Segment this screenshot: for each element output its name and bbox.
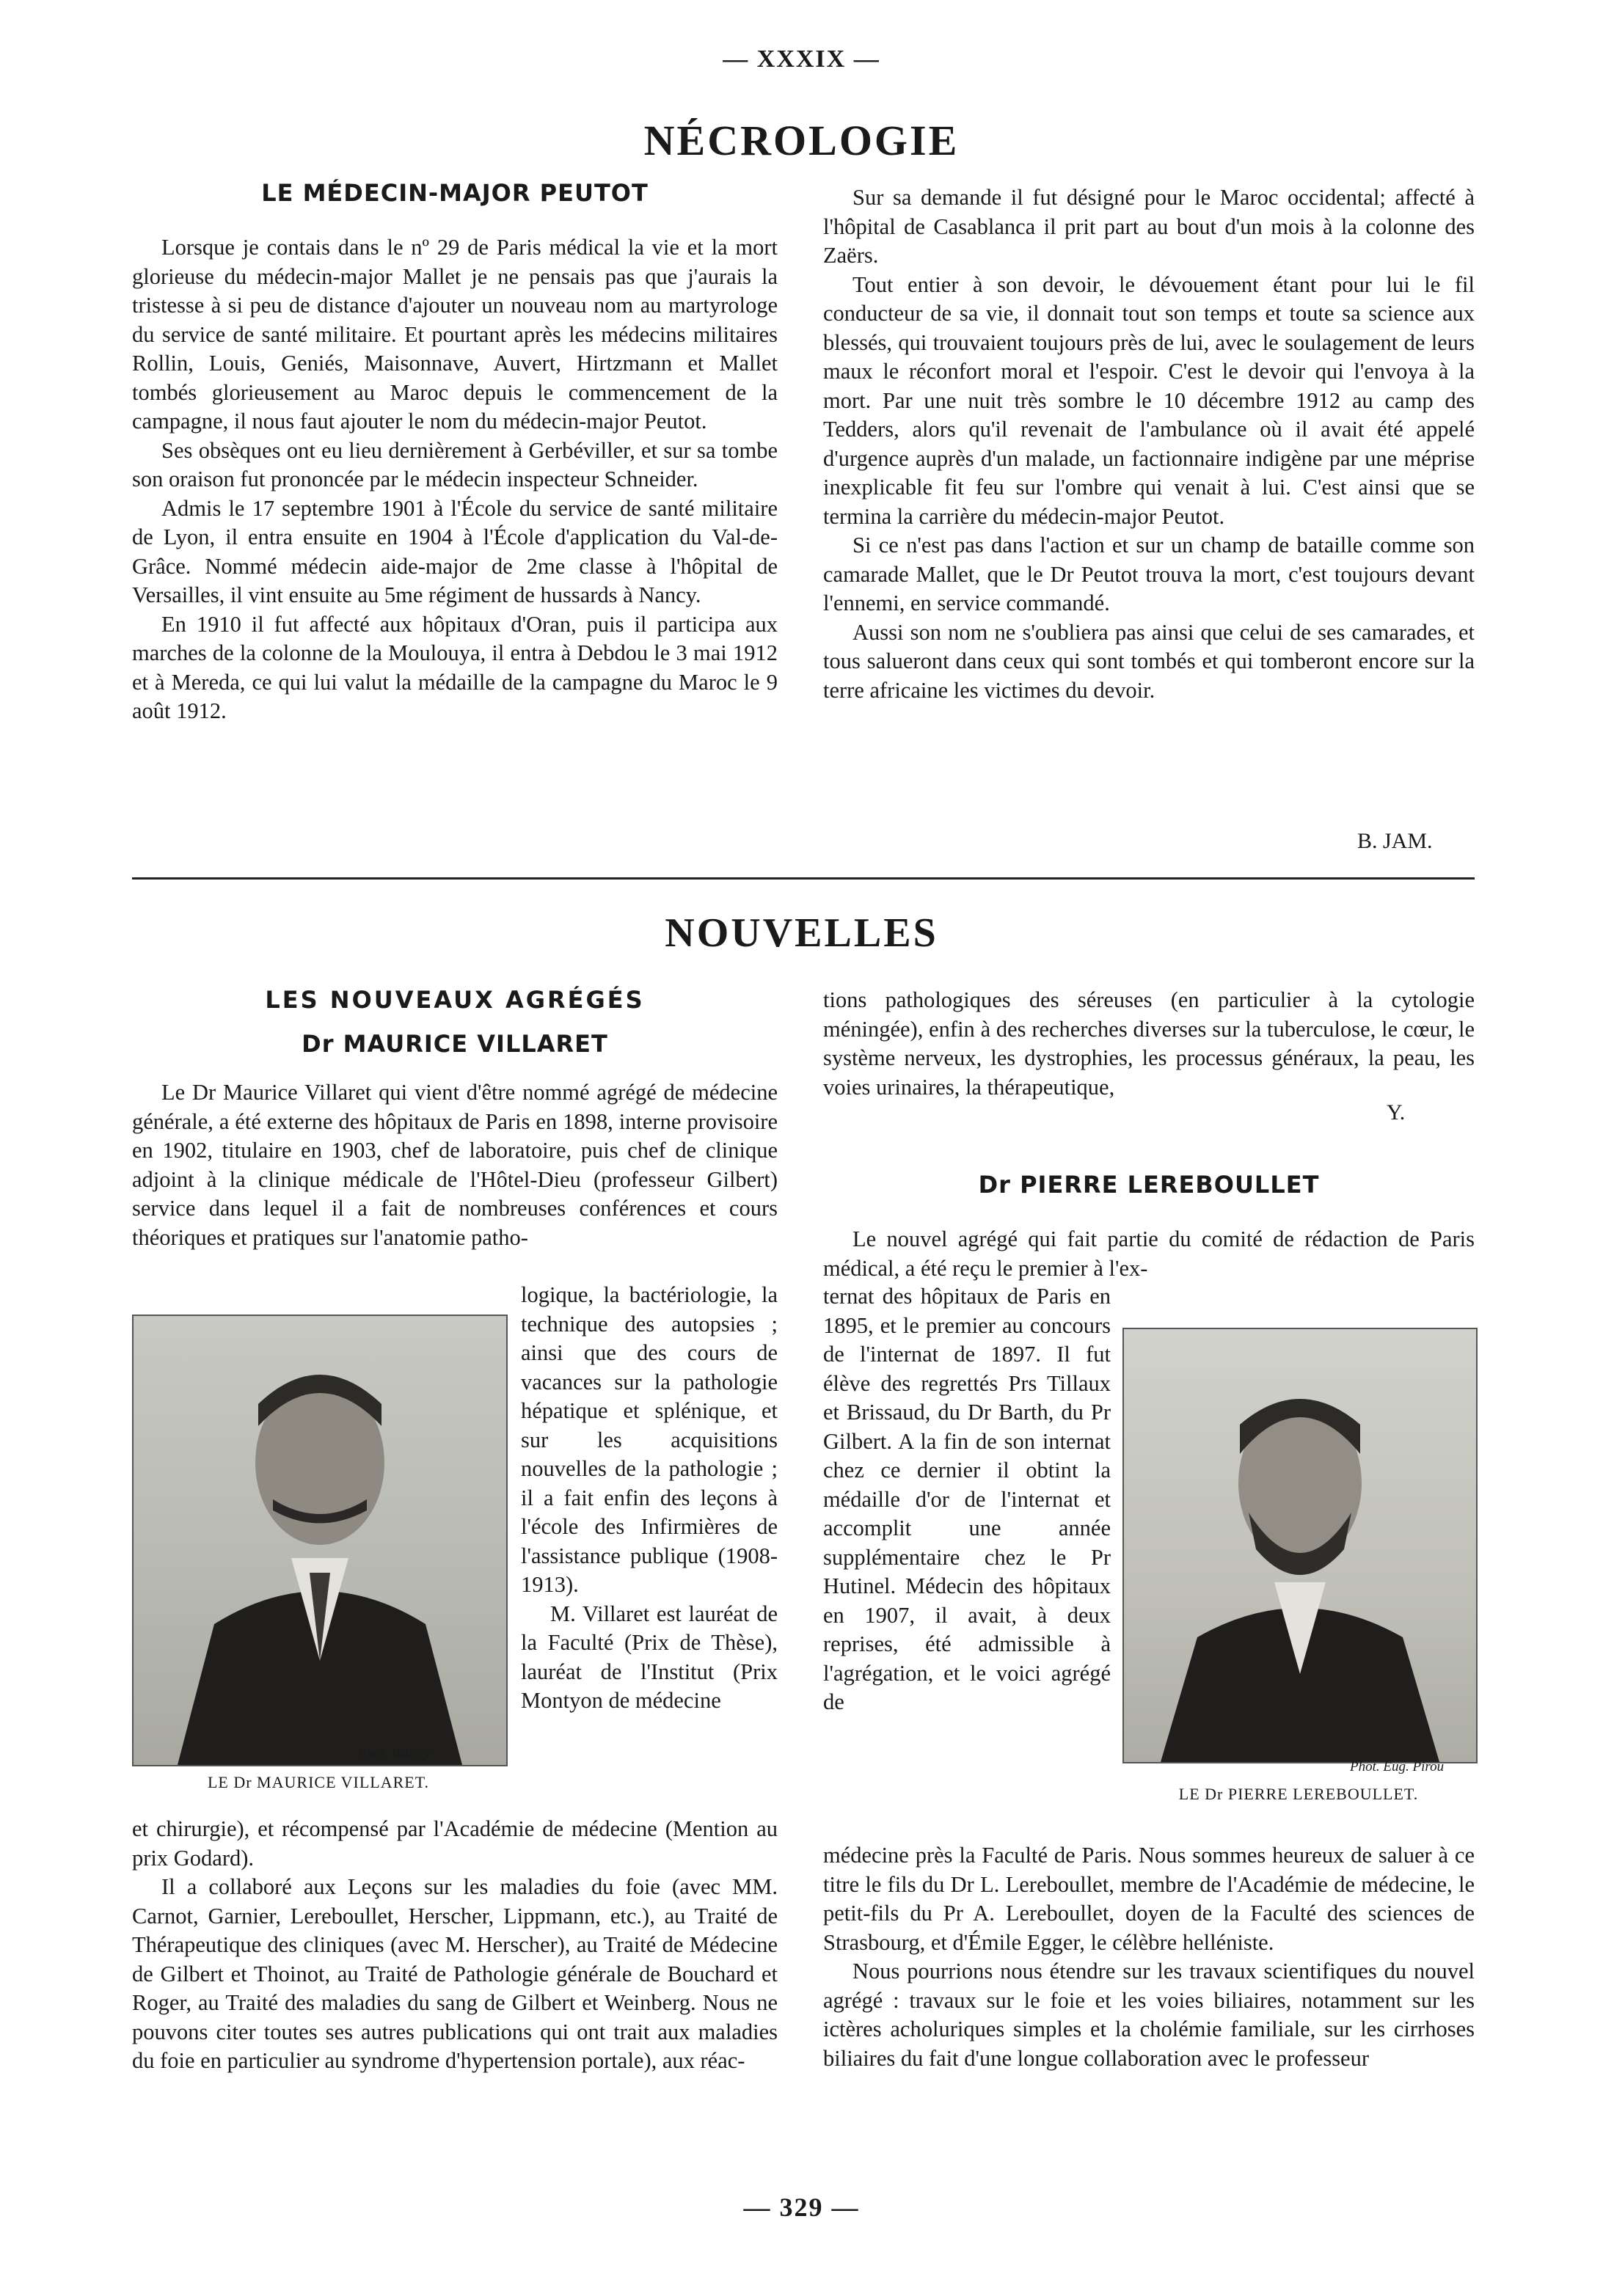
lereboullet-paragraph: Nous pourrions nous étendre sur les travaux scientifiques du nouvel agrégé : travaux sur le foie et les voies biliaires, notamment sur les ictères acholuriques simples et la cholémie familiale, sur les cirrhoses biliaires du fait d'une longue collaboration avec le professeur [823,1959,1475,2071]
villaret-portrait-photo [132,1315,508,1766]
villaret-paragraph: tions pathologiques des séreuses (en particulier à la cytologie méningée), enfin à des recherches diverses sur la tuberculose, le cœur, le système nerveux, les dystrophies, les processus généraux, la peau, les voies urinaires, la thérapeutique, [823,987,1475,1100]
necrologie-signature: B. JAM. [1357,829,1433,853]
lereboullet-paragraph: médecine près la Faculté de Paris. Nous sommes heureux de saluer à ce titre le fils du Dr L. Lereboullet, membre de l'Académie de médecine, le petit-fils du Pr A. Lereboullet, doyen de la Faculté des sciences de Strasbourg, et d'Émile Egger, le célèbre helléniste. [823,1843,1475,1955]
lereboullet-narrow-column [823,1282,1111,1717]
portrait-silhouette-icon [1124,1329,1476,1762]
necrologie-paragraph: Sur sa demande il fut désigné pour le Maroc occidental; affecté à l'hôpital de Casablanca il prit part au bout d'un mois à la colonne des Zaërs. [823,185,1475,268]
villaret-photo-credit: Phot. Walery. [358,1746,434,1761]
lereboullet-paragraph: Le nouvel agrégé qui fait partie du comité de rédaction de Paris médical, a été reçu le premier à l'ex- [823,1226,1475,1281]
lereboullet-lower-column [823,1841,1475,2073]
necrologie-paragraph: En 1910 il fut affecté aux hôpitaux d'Oran, puis il participa aux marches de la colonne de la Moulouya, il entra à Debdou le 3 mai 1912 et à Mereda, ce qui lui valut la médaille de la campagne du Maroc le 9 août 1912. [132,611,778,723]
villaret-lower-column [132,1815,778,2076]
villaret-paragraph: et chirurgie), et récompensé par l'Académie de médecine (Mention au prix Godard). [132,1816,778,1871]
nouvelles-section-title: NOUVELLES [665,910,938,956]
villaret-narrow-column [521,1281,778,1716]
page-number: — 329 — [743,2193,860,2222]
lereboullet-paragraph: ternat des hôpitaux de Paris en 1895, et le premier au concours de l'internat de 1897. Il fut élève des regrettés Prs Tillaux et Brissaud, du Dr Barth, du Pr Gilbert. A la fin de son internat chez ce dernier il obtint la médaille d'or de l'internat et accomplit une année supplémentaire chez le Pr Hutinel. Médecin des hôpitaux en 1907, il avait, à deux reprises, été admissible à l'agrégation, et le voici agrégé de [823,1284,1111,1714]
section-divider [132,877,1475,880]
villaret-paragraph: Il a collaboré aux Leçons sur les maladies du foie (avec MM. Carnot, Garnier, Lereboullet, Herscher, Lippmann, etc.), au Traité de Thérapeutique des cliniques (avec M. Herscher), au Traité de Médecine de Gilbert et Thoinot, au Traité de Pathologie générale de Bouchard et Roger, au Traité des maladies du sang de Gilbert et Weinberg. Nous ne pouvons citer toutes ses autres publications qui ont trait aux maladies du foie en particulier au syndrome d'hypertension portale), aux réac- [132,1874,778,2073]
page-header: — XXXIX — [723,45,880,73]
necrologie-paragraph: Lorsque je contais dans le nº 29 de Paris médical la vie et la mort glorieuse du médecin-major Mallet je ne pensais pas que j'aurais la tristesse à si peu de distance d'ajouter un nouveau nom au martyrologe du service de santé militaire. Et pourtant après les médecins militaires Rollin, Louis, Geniés, Maisonnave, Auvert, Hirtzmann et Mallet tombés glorieusement au Maroc depuis le commencement de la campagne, il nous faut ajouter le nom du médecin-major Peutot. [132,235,778,434]
necrologie-section-title: NÉCROLOGIE [643,117,960,164]
necrologie-article-title: LE MÉDECIN-MAJOR PEUTOT [261,179,649,207]
villaret-photo-caption: LE Dr MAURICE VILLARET. [207,1773,430,1791]
villaret-paragraph: logique, la bactériologie, la technique des autopsies ; ainsi que des cours de vacances sur la pathologie hépatique et splénique, et sur les acquisitions nouvelles de la pathologie ; il a fait enfin des leçons à l'école des Infirmières de l'assistance publique (1908-1913). [521,1282,778,1597]
villaret-paragraph: Le Dr Maurice Villaret qui vient d'être nommé agrégé de médecine générale, a été externe des hôpitaux de Paris en 1898, interne provisoire en 1902, titulaire en 1903, chef de laboratoire, puis chef de clinique adjoint à la clinique médicale de l'Hôtel-Dieu (professeur Gilbert) service dans lequel il a fait de nombreuses conférences et cours théoriques et pratiques sur l'anatomie patho- [132,1080,778,1250]
necrologie-left-column [132,233,778,726]
necrologie-right-column [823,183,1475,705]
villaret-heading: Dr MAURICE VILLARET [302,1030,608,1058]
necrologie-paragraph: Ses obsèques ont eu lieu dernièrement à Gerbéviller, et sur sa tombe son oraison fut prononcée par le médecin inspecteur Schneider. [132,437,778,491]
villaret-paragraph: M. Villaret est lauréat de la Faculté (Prix de Thèse), lauréat de l'Institut (Prix Montyon de médecine [521,1601,778,1713]
necrologie-paragraph: Aussi son nom ne s'oubliera pas ainsi que celui de ses camarades, et tous salueront dans ceux qui sont tombés et qui tomberont encore sur la terre africaine les victimes du devoir. [823,619,1475,703]
necrologie-paragraph: Admis le 17 septembre 1901 à l'École du service de santé militaire de Lyon, il entra ensuite en 1904 à l'École d'application du Val-de-Grâce. Nommé médecin aide-major de 2me classe à l'hôpital de Versailles, il vint ensuite au 5me régiment de hussards à Nancy. [132,495,778,607]
villaret-continuation-column [823,986,1475,1102]
necrologie-paragraph: Si ce n'est pas dans l'action et sur un champ de bataille comme son camarade Mallet, que le Dr Peutot trouva la mort, c'est toujours devant l'ennemi, en service commandé. [823,533,1475,615]
portrait-silhouette-icon [134,1316,506,1765]
villaret-signature: Y. [1387,1100,1406,1125]
lereboullet-heading: Dr PIERRE LEREBOULLET [978,1171,1320,1199]
nouvelles-subsection-title: LES NOUVEAUX AGRÉGÉS [265,986,645,1014]
lereboullet-photo-caption: LE Dr PIERRE LEREBOULLET. [1178,1785,1419,1803]
necrologie-paragraph: Tout entier à son devoir, le dévouement étant pour lui le fil conducteur de sa vie, il donnait tout son temps et toute sa science aux blessés, qui trouvaient toujours près de lui, avec le soulagement de leurs maux le réconfort moral et l'espoir. C'est le devoir qui l'envoya à la mort. Par une nuit très sombre le 10 décembre 1912 au camp des Tedders, alors qu'il revenait de l'ambulance où il avait été appelé d'urgence auprès d'un malade, un factionnaire indigène par une méprise inexplicable fit feu sur l'ombre qui venait à lui. C'est ainsi que se termina la carrière du médecin-major Peutot. [823,271,1475,529]
lereboullet-photo-credit: Phot. Eug. Pirou [1350,1759,1445,1774]
lereboullet-portrait-photo [1122,1328,1478,1763]
